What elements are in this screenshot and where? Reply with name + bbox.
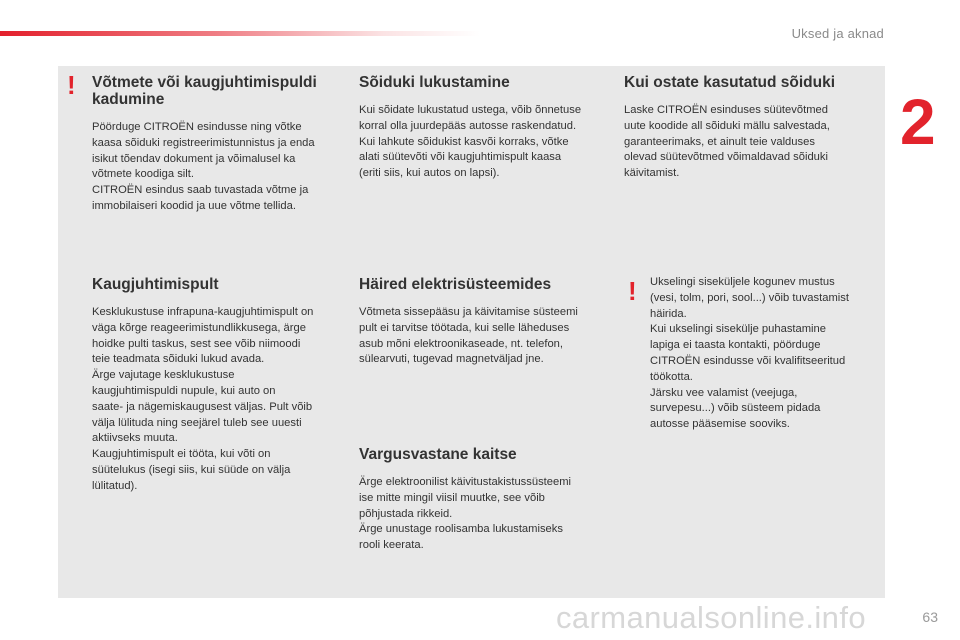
page-number: 63 bbox=[922, 609, 938, 625]
text-line: Järsku vee valamist (veejuga, bbox=[650, 386, 798, 399]
keys-lost-title: Võtmete või kaugjuhtimispuldi kadumine bbox=[92, 74, 317, 108]
section-title: Uksed ja aknad bbox=[791, 26, 884, 41]
text-line: alati süütevõti või kaugjuhtimispult kaasa bbox=[359, 151, 562, 164]
text-line: Ärge vajutage kesklukustuse bbox=[92, 369, 235, 382]
antitheft-title: Vargusvastane kaitse bbox=[359, 446, 517, 463]
antitheft-block bbox=[359, 446, 614, 554]
text-line: häirida. bbox=[650, 307, 687, 320]
text-line: lülitatud). bbox=[92, 479, 138, 492]
text-line: rooli keerata. bbox=[359, 539, 424, 552]
text-line: saate- ja nägemiskaugusest väljas. Pult võib bbox=[92, 400, 313, 413]
text-line: korral olla juurdepääs autosse raskendatud. bbox=[359, 119, 577, 132]
chapter-number: 2 bbox=[900, 86, 936, 158]
text-line: Ärge unustage roolisamba lukustamiseks bbox=[359, 523, 563, 536]
text-line: põhjustada rikkeid. bbox=[359, 507, 453, 520]
watermark: carmanualsonline.info bbox=[556, 600, 866, 635]
text-line: survepesu...) võib süsteem pidada bbox=[650, 402, 821, 415]
text-line: aktiivseks muuta. bbox=[92, 432, 178, 445]
text-line: välja lülituda ning seejärel tuleb see uuesti bbox=[92, 416, 302, 429]
text-line: garanteerimaks, et ainult teie valduses bbox=[624, 135, 815, 148]
top-accent-bar bbox=[0, 31, 480, 36]
text-line: asub mõni elektroonikaseade, nt. telefon, bbox=[359, 337, 563, 350]
text-line: käivitamist. bbox=[624, 167, 680, 180]
locking-block bbox=[359, 74, 614, 182]
locking-text bbox=[359, 103, 614, 182]
text-line: uute koodide all sõiduki mällu salvestada, bbox=[624, 119, 830, 132]
text-line: kaugjuhtimispuldi nupule, kui auto on bbox=[92, 384, 276, 397]
used-car-block bbox=[624, 74, 864, 182]
door-seal-block bbox=[650, 275, 882, 433]
text-line: (vesi, tolm, pori, sool...) võib tuvastamist bbox=[650, 291, 849, 304]
antitheft-text bbox=[359, 475, 614, 554]
text-line: ise mitte mingil viisil muutke, see võib bbox=[359, 491, 545, 504]
text-line: immobilaiseri koodid ja uue võtme tellida. bbox=[92, 199, 296, 212]
text-line: CITROËN esindus saab tuvastada võtme ja bbox=[92, 184, 309, 197]
remote-block bbox=[92, 276, 350, 495]
locking-title: Sõiduki lukustamine bbox=[359, 74, 510, 91]
text-line: isikut tõendav dokument ja võimalusel ka bbox=[92, 152, 296, 165]
text-line: pult ei tarvitse töötada, kui selle läheduses bbox=[359, 321, 570, 334]
text-line: väga kõrge reageerimistundlikkusega, ärge bbox=[92, 321, 306, 334]
door-seal-text bbox=[650, 275, 882, 433]
text-line: Kesklukustuse infrapuna-kaugjuhtimispult on bbox=[92, 306, 314, 318]
keys-lost-block bbox=[92, 74, 350, 215]
text-line: Laske CITROËN esinduses süütevõtmed bbox=[624, 104, 828, 116]
text-line: sülearvuti, tugevad magnetväljad jne. bbox=[359, 353, 544, 366]
warning-icon: ! bbox=[628, 276, 637, 306]
text-line: (eriti siis, kui autos on lapsi). bbox=[359, 167, 500, 180]
remote-title: Kaugjuhtimispult bbox=[92, 276, 219, 293]
text-line: kaasa sõiduki registreerimistunnistus ja enda bbox=[92, 136, 315, 149]
electrical-text bbox=[359, 305, 614, 368]
text-line: süütelukus (isegi siis, kui süüde on välja bbox=[92, 463, 291, 476]
text-line: töökotta. bbox=[650, 370, 693, 383]
text-line: CITROËN esindusse või kvalifitseeritud bbox=[650, 354, 846, 367]
text-line: olevad süütevõtmed võimaldavad sõiduki bbox=[624, 151, 828, 164]
text-line: autosse pääsemise sooviks. bbox=[650, 418, 790, 431]
keys-lost-text bbox=[92, 120, 350, 215]
text-line: Võtmeta sissepääsu ja käivitamise süsteemi bbox=[359, 306, 578, 318]
warning-icon: ! bbox=[67, 70, 76, 100]
text-line: Kui lahkute sõidukist kasvõi korraks, võtke bbox=[359, 135, 569, 148]
used-car-title: Kui ostate kasutatud sõiduki bbox=[624, 74, 836, 91]
text-line: Kui sõidate lukustatud ustega, võib õnnetuse bbox=[359, 104, 582, 116]
electrical-block bbox=[359, 276, 614, 368]
text-line: võtmete koodiga silt. bbox=[92, 168, 194, 181]
text-line: Ukselingi siseküljele kogunev mustus bbox=[650, 276, 835, 288]
used-car-text bbox=[624, 103, 864, 182]
text-line: Ärge elektroonilist käivitustakistussüsteemi bbox=[359, 476, 572, 488]
text-line: Kui ukselingi sisekülje puhastamine bbox=[650, 323, 826, 336]
text-line: Kaugjuhtimispult ei tööta, kui võti on bbox=[92, 448, 271, 461]
electrical-title: Häired elektrisüsteemides bbox=[359, 276, 552, 293]
text-line: Pöörduge CITROËN esindusse ning võtke bbox=[92, 121, 302, 133]
text-line: lapiga ei taasta kontakti, pöörduge bbox=[650, 339, 821, 352]
remote-text bbox=[92, 305, 350, 495]
text-line: hoidke pulti taskus, sest see võib niimoodi bbox=[92, 337, 301, 350]
text-line: teie teadmata sõiduki lukud avada. bbox=[92, 353, 265, 366]
